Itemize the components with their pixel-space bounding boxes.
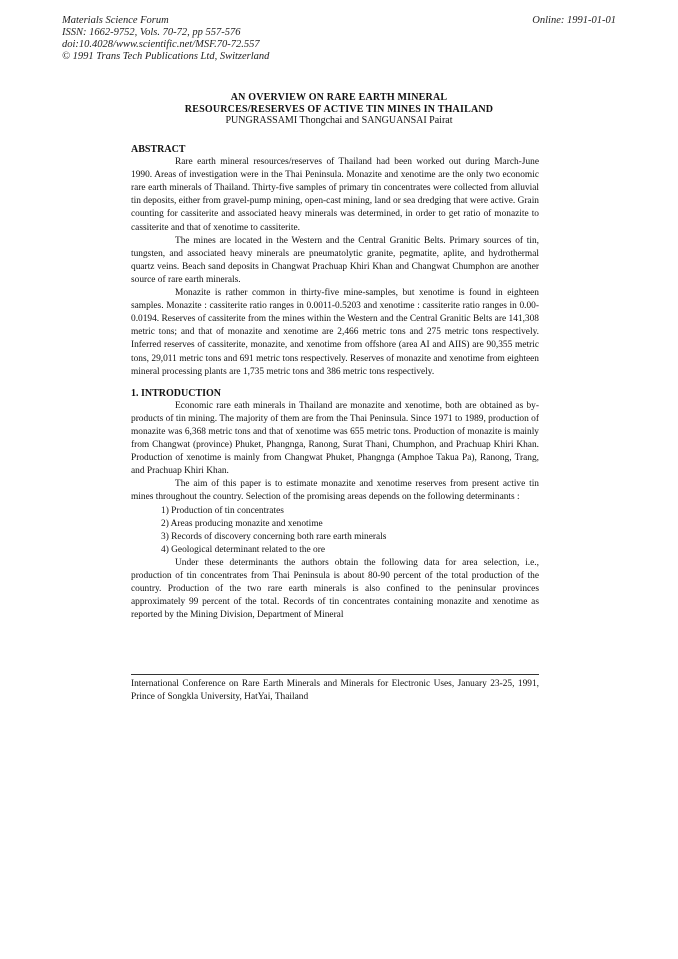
list-item: 4) Geological determinant related to the ore (161, 544, 325, 555)
journal-copyright: © 1991 Trans Tech Publications Ltd, Switzerland (62, 51, 270, 62)
footnote-divider (131, 674, 539, 675)
introduction-paragraph-3: Under these determinants the authors obtain the following data for area selection, i.e., production of tin concentrates from Thai Peninsula is about 80-90 percent of the total production of the country. Production of the two rare earth minerals is also confined to the peninsular provinces approximately 99 percent of the total. Records of tin concentrates containing monazite and xenotime as reported by the Mining Division, Department of Mineral (131, 557, 539, 621)
paper-title-line-1: AN OVERVIEW ON RARE EARTH MINERAL (230, 92, 448, 103)
journal-issn: ISSN: 1662-9752, Vols. 70-72, pp 557-576 (62, 27, 241, 38)
journal-name: Materials Science Forum (62, 15, 169, 26)
abstract-heading: ABSTRACT (131, 144, 186, 155)
abstract-paragraph-3: Monazite is rather common in thirty-five mine-samples, but xenotime is found in eighteen samples. Monazite : cassiterite ratio ranges in 0.0011-0.5203 and xenotime : cassiterite ratio ranges in 0.00-0.0194. Reserves of cassiterite from the mines within the Western and the Central Granitic Belts are 141,308 metric tons; and that of monazite and xenotime are 2,466 metric tons and 275 metric tons respectively. Inferred reserves of cassiterite, monazite, and xenotime from offshore (area AI and AIIS) are 90,355 metric tons, 29,011 metric tons and 691 metric tons respectively. Reserves of monazite and xenotime from eighteen mineral processing plants are 1,735 metric tons and 386 metric tons respectively. (131, 288, 539, 377)
determinants-list (131, 505, 539, 557)
list-item: 3) Records of discovery concerning both rare earth minerals (161, 531, 387, 542)
journal-header (62, 15, 269, 63)
paper-body (131, 143, 539, 622)
conference-footnote: International Conference on Rare Earth Minerals and Minerals for Electronic Uses, January 23-25, 1991, Prince of Songkla University, HatYai, Thailand (131, 679, 539, 702)
abstract-paragraph-1: Rare earth mineral resources/reserves of Thailand had been worked out during March-June 1990. Areas of investigation were in the Thai Peninsula. Monazite and xenotime are the only two economic rare earth minerals of Thailand. Thirty-five samples of primary tin concentrates were collected from alluvial tin deposits, either from gravel-pump mining, open-cast mining, land or sea dredging that were active. Grain counting for cassiterite and associated heavy minerals was determined, in order to get ratio of monazite to cassiterite and that of xenotime to cassiterite. (131, 157, 539, 233)
paper-authors: PUNGRASSAMI Thongchai and SANGUANSAI Pairat (225, 115, 453, 126)
introduction-heading: 1. INTRODUCTION (131, 387, 222, 399)
title-block (62, 92, 616, 127)
abstract-paragraph-2: The mines are located in the Western and the Central Granitic Belts. Primary sources of tin, tungsten, and associated heavy minerals are pneumatolytic granite, pegmatite, aplite, and hydrothermal quartz veins. Beach sand deposits in Changwat Prachuap Khiri Khan and Changwat Chumphon are another source of rare earth minerals. (131, 235, 539, 285)
list-item: 1) Production of tin concentrates (161, 505, 284, 516)
list-item: 2) Areas producing monazite and xenotime (161, 518, 323, 529)
introduction-paragraph-2: The aim of this paper is to estimate monazite and xenotime reserves from present active tin mines throughout the country. Selection of the promising areas depends on the following determinants : (131, 479, 539, 503)
introduction-paragraph-1: Economic rare eath minerals in Thailand are monazite and xenotime, both are obtained as by-products of tin mining. The majority of them are from the Thai Peninsula. Since 1971 to 1989, production of monazite was 6,368 metric tons and that of xenotime was 655 metric tons. Production of monazite is mainly from Changwat (province) Phuket, Phangnga, Ranong, Surat Thani, Chumphon, and Prachuap Khiri Khan. Production of xenotime is mainly from Changwat Phuket, Phangnga (Amphoe Takua Pa), Ranong, Trang, and Prachuap Khiri Khan. (131, 400, 539, 477)
paper-title-line-2: RESOURCES/RESERVES OF ACTIVE TIN MINES IN THAILAND (184, 103, 494, 115)
online-date: Online: 1991-01-01 (532, 15, 616, 26)
journal-doi: doi:10.4028/www.scientific.net/MSF.70-72.557 (62, 39, 260, 50)
